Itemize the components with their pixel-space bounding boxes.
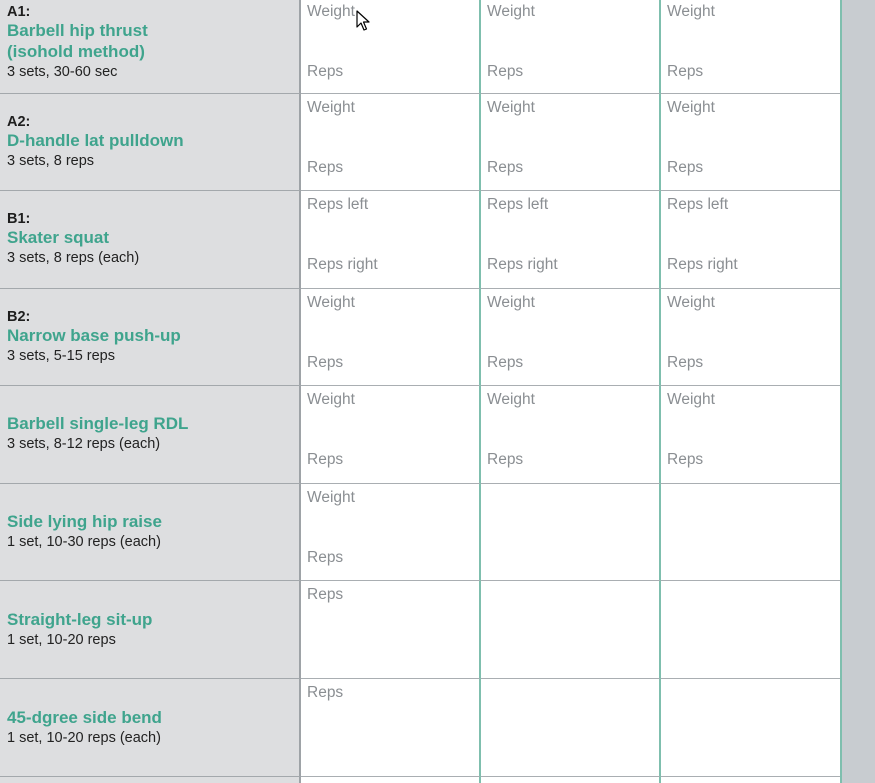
log-cell[interactable] xyxy=(481,777,661,783)
log-cell[interactable] xyxy=(301,386,481,484)
cell-bottom-label: Reps xyxy=(487,354,524,371)
log-cell[interactable] xyxy=(481,94,661,191)
log-cell[interactable] xyxy=(661,289,840,386)
cell-top-label: Weight xyxy=(487,391,535,408)
log-cell[interactable] xyxy=(301,289,481,386)
log-cell[interactable] xyxy=(301,484,481,581)
log-cell[interactable] xyxy=(661,94,840,191)
exercise-code: A1: xyxy=(7,4,31,20)
exercise-row xyxy=(0,581,840,679)
log-cell[interactable] xyxy=(301,0,481,94)
exercise-name: 45-dgree side bend xyxy=(7,708,162,727)
exercise-info xyxy=(0,581,301,679)
log-cell[interactable] xyxy=(301,679,481,777)
exercise-code: B1: xyxy=(7,211,31,227)
log-cell[interactable] xyxy=(301,94,481,191)
exercise-sets: 3 sets, 5-15 reps xyxy=(7,348,115,364)
log-cell[interactable] xyxy=(481,0,661,94)
cell-top-label: Weight xyxy=(307,294,355,311)
exercise-sets: 3 sets, 8 reps xyxy=(7,153,95,169)
cell-bottom-label: Reps xyxy=(487,451,524,468)
exercise-name: Straight-leg sit-up xyxy=(7,610,153,629)
cell-bottom-label: Reps xyxy=(307,549,344,566)
log-cell[interactable] xyxy=(661,0,840,94)
exercise-name: D-handle lat pulldown xyxy=(7,131,184,150)
cell-bottom-label: Reps xyxy=(307,63,344,80)
log-cell[interactable] xyxy=(481,581,661,679)
log-cell[interactable] xyxy=(481,191,661,289)
cell-top-label: Weight xyxy=(487,99,535,116)
log-cell[interactable] xyxy=(661,777,840,783)
cell-top-label: Weight xyxy=(307,99,355,116)
log-cell[interactable] xyxy=(661,386,840,484)
mouse-pointer-icon xyxy=(356,10,370,32)
exercise-info xyxy=(0,0,301,94)
exercise-row-partial xyxy=(0,777,840,783)
log-cell[interactable] xyxy=(661,679,840,777)
log-cell[interactable] xyxy=(661,191,840,289)
cell-top-label: Weight xyxy=(667,3,715,20)
cell-top-label: Weight xyxy=(487,294,535,311)
exercise-info xyxy=(0,484,301,581)
exercise-code: A2: xyxy=(7,114,31,130)
cell-top-label: Weight xyxy=(667,294,715,311)
cell-bottom-label: Reps xyxy=(667,354,704,371)
log-cell[interactable] xyxy=(481,386,661,484)
exercise-row xyxy=(0,679,840,777)
exercise-row xyxy=(0,289,840,386)
exercise-info xyxy=(0,94,301,191)
cell-top-label: Weight xyxy=(487,3,535,20)
log-cell[interactable] xyxy=(661,484,840,581)
exercise-name: Barbell single-leg RDL xyxy=(7,414,189,433)
cell-bottom-label: Reps xyxy=(307,451,344,468)
log-cell[interactable] xyxy=(481,679,661,777)
exercise-row xyxy=(0,484,840,581)
exercise-code: B2: xyxy=(7,309,31,325)
cell-top-label: Weight xyxy=(307,391,355,408)
exercise-sets: 3 sets, 8-12 reps (each) xyxy=(7,436,161,452)
log-cell[interactable] xyxy=(301,777,481,783)
cell-bottom-label: Reps right xyxy=(487,256,558,273)
cell-bottom-label: Reps xyxy=(487,159,524,176)
cell-bottom-label: Reps xyxy=(307,159,344,176)
exercise-row xyxy=(0,0,840,94)
exercise-name: Side lying hip raise xyxy=(7,512,162,531)
cell-top-label: Reps left xyxy=(487,196,549,213)
exercise-name: Narrow base push-up xyxy=(7,326,181,345)
exercise-row xyxy=(0,191,840,289)
exercise-sets: 1 set, 10-20 reps (each) xyxy=(7,730,161,746)
exercise-name: Barbell hip thrust (isohold method) xyxy=(7,21,148,61)
exercise-name: Skater squat xyxy=(7,228,110,247)
exercise-info xyxy=(0,386,301,484)
cell-top-label: Weight xyxy=(667,99,715,116)
cell-top-label: Reps xyxy=(307,586,344,603)
cell-top-label: Weight xyxy=(667,391,715,408)
exercise-sets: 3 sets, 8 reps (each) xyxy=(7,250,140,266)
cell-bottom-label: Reps xyxy=(487,63,524,80)
exercise-info xyxy=(0,777,301,783)
cell-bottom-label: Reps xyxy=(307,354,344,371)
cell-bottom-label: Reps xyxy=(667,159,704,176)
exercise-info xyxy=(0,289,301,386)
exercise-sets: 1 set, 10-20 reps xyxy=(7,632,116,648)
exercise-sets: 1 set, 10-30 reps (each) xyxy=(7,534,161,550)
exercise-sets: 3 sets, 30-60 sec xyxy=(7,64,118,80)
cell-bottom-label: Reps right xyxy=(667,256,738,273)
log-cell[interactable] xyxy=(301,191,481,289)
cell-top-label: Weight xyxy=(307,3,355,20)
log-cell[interactable] xyxy=(661,581,840,679)
exercise-row xyxy=(0,94,840,191)
log-cell[interactable] xyxy=(481,289,661,386)
exercise-row xyxy=(0,386,840,484)
cell-bottom-label: Reps xyxy=(667,451,704,468)
exercise-info xyxy=(0,191,301,289)
exercise-info xyxy=(0,679,301,777)
cell-bottom-label: Reps right xyxy=(307,256,378,273)
cell-top-label: Weight xyxy=(307,489,355,506)
cell-bottom-label: Reps xyxy=(667,63,704,80)
cell-top-label: Reps left xyxy=(307,196,369,213)
log-cell[interactable] xyxy=(301,581,481,679)
log-cell[interactable] xyxy=(481,484,661,581)
cell-top-label: Reps xyxy=(307,684,344,701)
cell-top-label: Reps left xyxy=(667,196,729,213)
